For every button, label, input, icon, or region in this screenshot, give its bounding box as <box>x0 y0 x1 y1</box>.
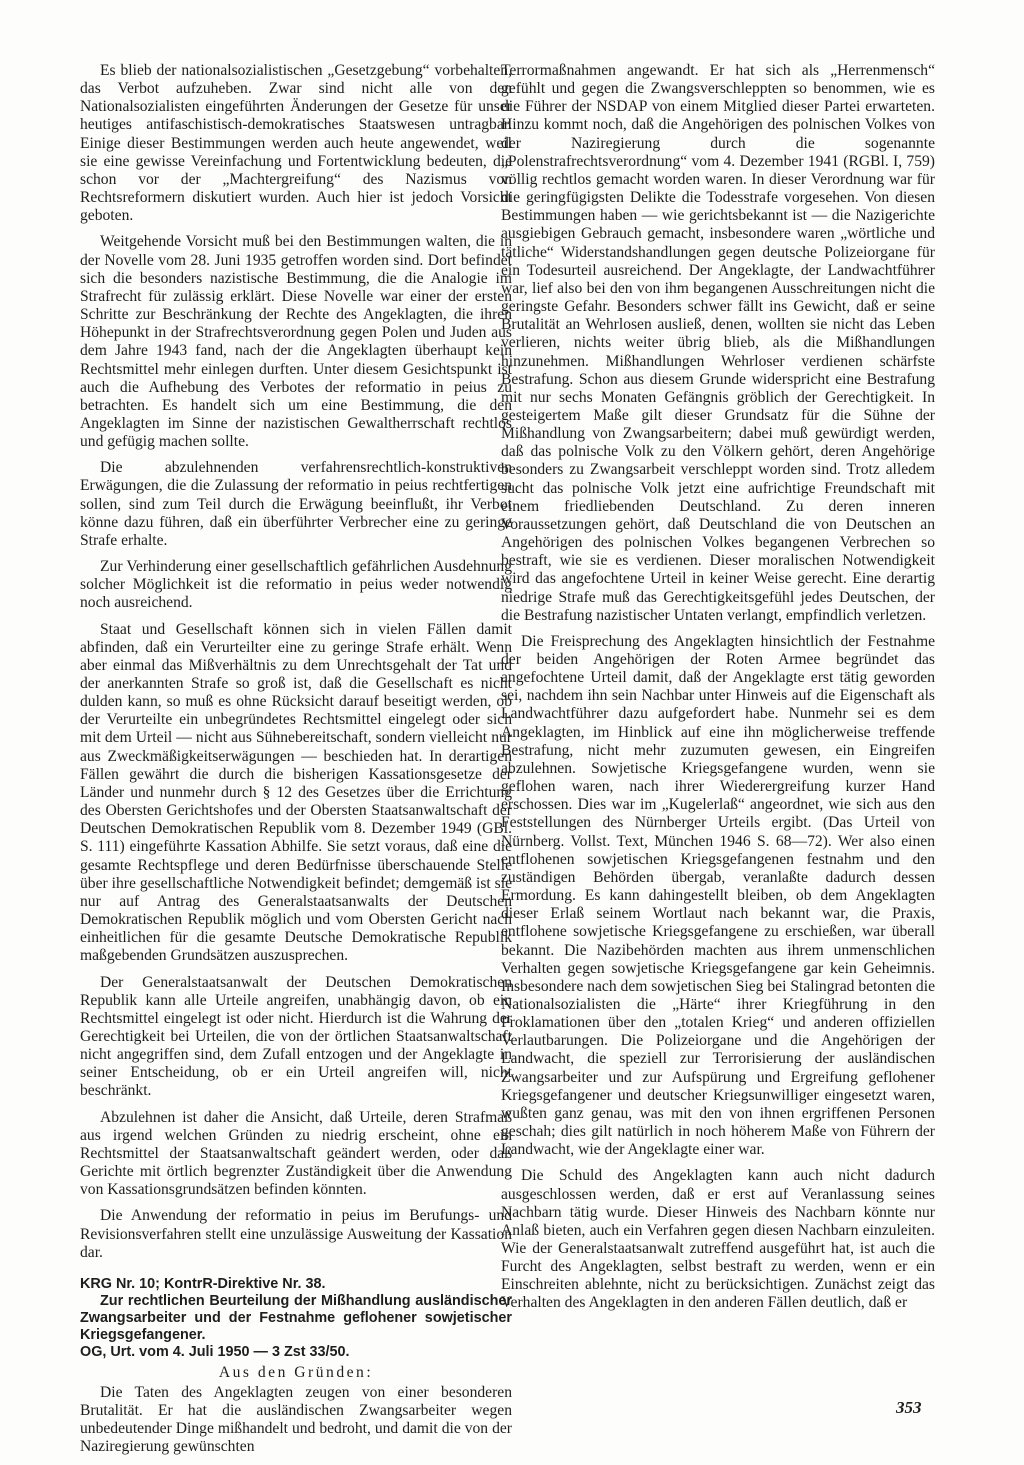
left-column <box>80 62 512 1465</box>
paragraph: Die Freisprechung des Angeklagten hinsichtlich der Festnahme der beiden Angehörigen der Roten Armee begründet das angefochtene Urteil damit, daß der Angeklagte erst tätig geworden sei, nachdem ihn sein Nachbar unter Hinweis auf die Eigenschaft als Landwachtführer dazu aufgefordert habe. Nunmehr sei es dem Angeklagten, im Hinblick auf eine ihn möglicherweise treffende Bestrafung, nicht mehr zuzumuten gewesen, ein Eingreifen abzulehnen. Sowjetische Kriegsgefangene wurden, wenn sie geflohen waren, nach ihrer Wiederergreifung kurzer Hand erschossen. Dies war im „Kugelerlaß“ angeordnet, wie sich aus den Feststellungen des Nürnberger Urteils ergibt. (Das Urteil von Nürnberg. Vollst. Text, München 1946 S. 68—72). Wer also einen entflohenen sowjetischen Kriegsgefangenen festnahm und den zuständigen Behörden übergab, veranlaßte dadurch dessen Ermordung. Es kann dahingestellt bleiben, ob dem Angeklagten dieser Erlaß seinem Wortlaut nach bekannt war, die Praxis, entflohene sowjetische Kriegsgefangene zu erschießen, war überall bekannt. Die Nazibehörden machten aus ihrem unmenschlichen Verhalten gegen sowjetische Kriegsgefangene gar kein Geheimnis. Insbesondere nach dem sowjetischen Sieg bei Stalingrad betonten die Nationalsozialisten die „Härte“ ihrer Kriegführung in den Proklamationen über den „totalen Krieg“ und anderen offiziellen Verlautbarungen. Die Polizeiorgane und die Angehörigen der Landwacht, die speziell zur Terrorisierung der ausländischen Zwangsarbeiter und zur Aufspürung und Ergreifung geflohener Kriegsgefangener und deutscher Kriegsunwilliger eingesetzt waren, wußten ganz genau, was mit den von ihnen ergriffenen Personen geschah; dies gilt natürlich in noch höherem Maße von Führern der Landwacht, wie der Angeklagte einer war. <box>501 632 935 1159</box>
right-column <box>501 62 935 1321</box>
paragraph: Weitgehende Vorsicht muß bei den Bestimmungen walten, die in der Novelle vom 28. Juni 1935 getroffen worden sind. Dort befindet sich die besonders nazistische Bestimmung, die die Analogie im Strafrecht für zulässig erklärt. Diese Novelle war einer der ersten Schritte zur Beschränkung der Rechte des Angeklagten, die ihren Höhepunkt in der Strafrechtsverordnung gegen Polen und Juden aus dem Jahre 1943 fand, nach der die Angeklagten überhaupt kein Rechtsmittel mehr einlegen durften. Unter diesem Gesichtspunkt ist auch die Aufhebung des Verbotes der reformatio in peius zu betrachten. Es handelt sich um eine Bestimmung, die den Angeklagten im Sinne der nazistischen Gewaltherrschaft rechtlos und gefügig machen sollte. <box>80 233 512 451</box>
section-subheading: Aus den Gründen: <box>218 1363 374 1381</box>
paragraph: Die Anwendung der reformatio in peius im Berufungs- und Revisionsverfahren stellt eine unzulässige Ausweitung der Kassation dar. <box>80 1207 512 1261</box>
paragraph: Terrormaßnahmen angewandt. Er hat sich als „Herrenmensch“ gefühlt und gegen die Zwangsverschleppten so benommen, wie es die Führer der NSDAP von einem Mitglied dieser Partei erwarteten. Hinzu kommt noch, daß die Angehörigen des polnischen Volkes von der Naziregierung durch die sogenannte „Polenstrafrechtsverordnung“ vom 4. Dezember 1941 (RGBl. I, 759) völlig rechtlos gemacht worden waren. In dieser Verordnung war für die geringfügigsten Delikte die Todesstrafe vorgesehen. Von diesen Bestimmungen haben — wie gerichtsbekannt ist — die Nazigerichte ausgiebigen Gebrauch gemacht, insbesondere waren „wörtliche und tätliche“ Widerstandshandlungen gegen deutsche Polizeiorgane für ein Todesurteil ausreichend. Der Angeklagte, der Landwachtführer war, lief also bei den von ihm begangenen Ausschreitungen nicht die geringste Gefahr. Besonders schwer fällt ins Gewicht, daß er seine Brutalität an Wehrlosen ausließ, denen, wollten sie nicht das Leben verlieren, nichts weiter übrig blieb, als die Mißhandlungen hinzunehmen. Mißhandlungen Wehrloser verdienen schärfste Bestrafung. Schon aus diesem Grunde widerspricht eine Bestrafung mit nur sechs Monaten Gefängnis gröblich der Gerechtigkeit. In gesteigertem Maße gilt dieser Grundsatz für die Sühne der Mißhandlung von Zwangsarbeitern; dabei muß gewürdigt werden, daß das polnische Volk zu den Völkern gehört, deren Angehörige besonders zu Zwangsarbeit verschleppt worden sind. Trotz alledem sucht das polnische Volk jetzt eine aufrichtige Freundschaft mit einem friedliebenden Deutschland. Zu deren inneren Voraussetzungen gehört, daß Deutschland die von Deutschen an Angehörigen des polnischen Volkes begangenen Verbrechen so bestraft, wie sie es verdienen. Dieser moralischen Notwendigkeit wird das angefochtene Urteil in keiner Weise gerecht. Eine derartig niedrige Strafe muß das Gerechtigkeitsgefühl jedes Deutschen, der die Bestrafung nazistischer Untaten verlangt, empfindlich verletzen. <box>501 62 935 624</box>
paragraph: Zur Verhinderung einer gesellschaftlich gefährlichen Ausdehnung solcher Möglichkeit ist die reformatio in peius weder notwendig noch ausreichend. <box>80 558 512 612</box>
paragraph: Der Generalstaatsanwalt der Deutschen Demokratischen Republik kann alle Urteile angreifen, unabhängig davon, ob ein Rechtsmittel eingelegt ist oder nicht. Hierdurch ist die Wahrung der Gerechtigkeit bei Urteilen, die von der örtlichen Staatsanwaltschaft nicht angegriffen sind, dem Zufall entzogen und der Angeklagte in seiner Entscheidung, ob er ein Urteil angreifen will, nicht beschränkt. <box>80 973 512 1100</box>
paragraph: Staat und Gesellschaft können sich in vielen Fällen damit abfinden, daß ein Verurteilter eine zu geringe Strafe erhält. Wenn aber einmal das Mißverhältnis zu dem Unrechtsgehalt der Tat und der anerkannten Strafe so groß ist, daß die Gesellschaft es nicht dulden kann, so muß es ohne Rücksicht darauf beseitigt werden, ob der Verurteilte ein unbegründetes Rechtsmittel eingelegt oder sich mit dem Urteil — nicht aus Sühnebereitschaft, sondern vielleicht nur aus Zweckmäßigkeitserwägungen — beschieden hat. In derartigen Fällen gewährt die durch die bisherigen Kassationsgesetze der Länder und nunmehr durch § 12 des Gesetzes über die Errichtung des Obersten Gerichtshofes und der Obersten Staatsanwaltschaft der Deutschen Demokratischen Republik vom 8. Dezember 1949 (GBl. S. 111) eingeführte Kassation Abhilfe. Sie setzt voraus, daß eine die gesamte Rechtspflege und deren Bedürfnisse überschauende Stelle über ihre gesellschaftliche Notwendigkeit befindet; demgemäß ist sie nur auf Antrag des Generalstaatsanwalts der Deutschen Demokratischen Republik möglich und vom Obersten Gericht nach einheitlichen für die gesamte Deutsche Demokratische Republik maßgebenden Grundsätzen auszusprechen. <box>80 620 512 965</box>
paragraph: Die Schuld des Angeklagten kann auch nicht dadurch ausgeschlossen werden, daß er erst auf Veranlassung seines Nachbarn tätig wurde. Dieser Hinweis des Nachbarn könnte nur Anlaß bieten, auch ein Verfahren gegen diesen Nachbarn einzuleiten. Wie der Generalstaatsanwalt zutreffend ausgeführt hat, ist auch die Furcht des Angeklagten, selbst bestraft zu werden, wenn er ein Einschreiten ablehnte, nicht zu berücksichtigen. Zunächst zeigt das Verhalten des Angeklagten in den anderen Fällen deutlich, daß er <box>501 1167 935 1312</box>
paragraph: Die abzulehnenden verfahrensrechtlich-konstruktiven Erwägungen, die die Zulassung der reformatio in peius rechtfertigen sollen, sind zum Teil durch die Erwägung beeinflußt, ihr Verbot könne dazu führen, daß ein überführter Verbrecher eine zu geringe Strafe erhalte. <box>80 459 512 549</box>
case-heading-court: OG, Urt. vom 4. Juli 1950 — 3 Zst 33/50. <box>80 1343 350 1360</box>
page-number: 353 <box>896 1398 922 1417</box>
paragraph: Die Taten des Angeklagten zeugen von einer besonderen Brutalität. Er hat die ausländischen Zwangsarbeiter wegen unbedeutender Dinge mißhandelt und bedroht, und damit die von der Naziregierung gewünschten <box>80 1384 512 1456</box>
case-heading-statutes: KRG Nr. 10; KontrR-Direktive Nr. 38. <box>80 1275 326 1292</box>
paragraph: Abzulehnen ist daher die Ansicht, daß Urteile, deren Strafmaß aus irgend welchen Gründen zu niedrig erscheint, ohne ein Rechtsmittel der Staatsanwaltschaft geändert werden, oder daß Gerichte mit örtlich begrenzter Zuständigkeit über die Anwendung von Kassationsgrundsätzen befinden könnten. <box>80 1108 512 1199</box>
case-heading-title: Zur rechtlichen Beurteilung der Mißhandlung ausländischer Zwangsarbeiter und der Festnahme geflohener sowjetischer Kriegsgefangener. <box>80 1292 512 1343</box>
paragraph: Es blieb der nationalsozialistischen „Gesetzgebung“ vorbehalten, das Verbot aufzuheben. Zwar sind nicht alle von den Nationalsozialisten eingeführten Änderungen der Gesetze für unser heutiges antifaschistisch-demokratisches Staatswesen untragbar. Einige dieser Bestimmungen werden auch heute angewendet, weil sie eine gewisse Vereinfachung und Fortentwicklung bedeuten, die schon vor der „Machtergreifung“ des Nazismus von Rechtsreformern diskutiert wurden. Auch hier ist jedoch Vorsicht geboten. <box>80 62 512 225</box>
